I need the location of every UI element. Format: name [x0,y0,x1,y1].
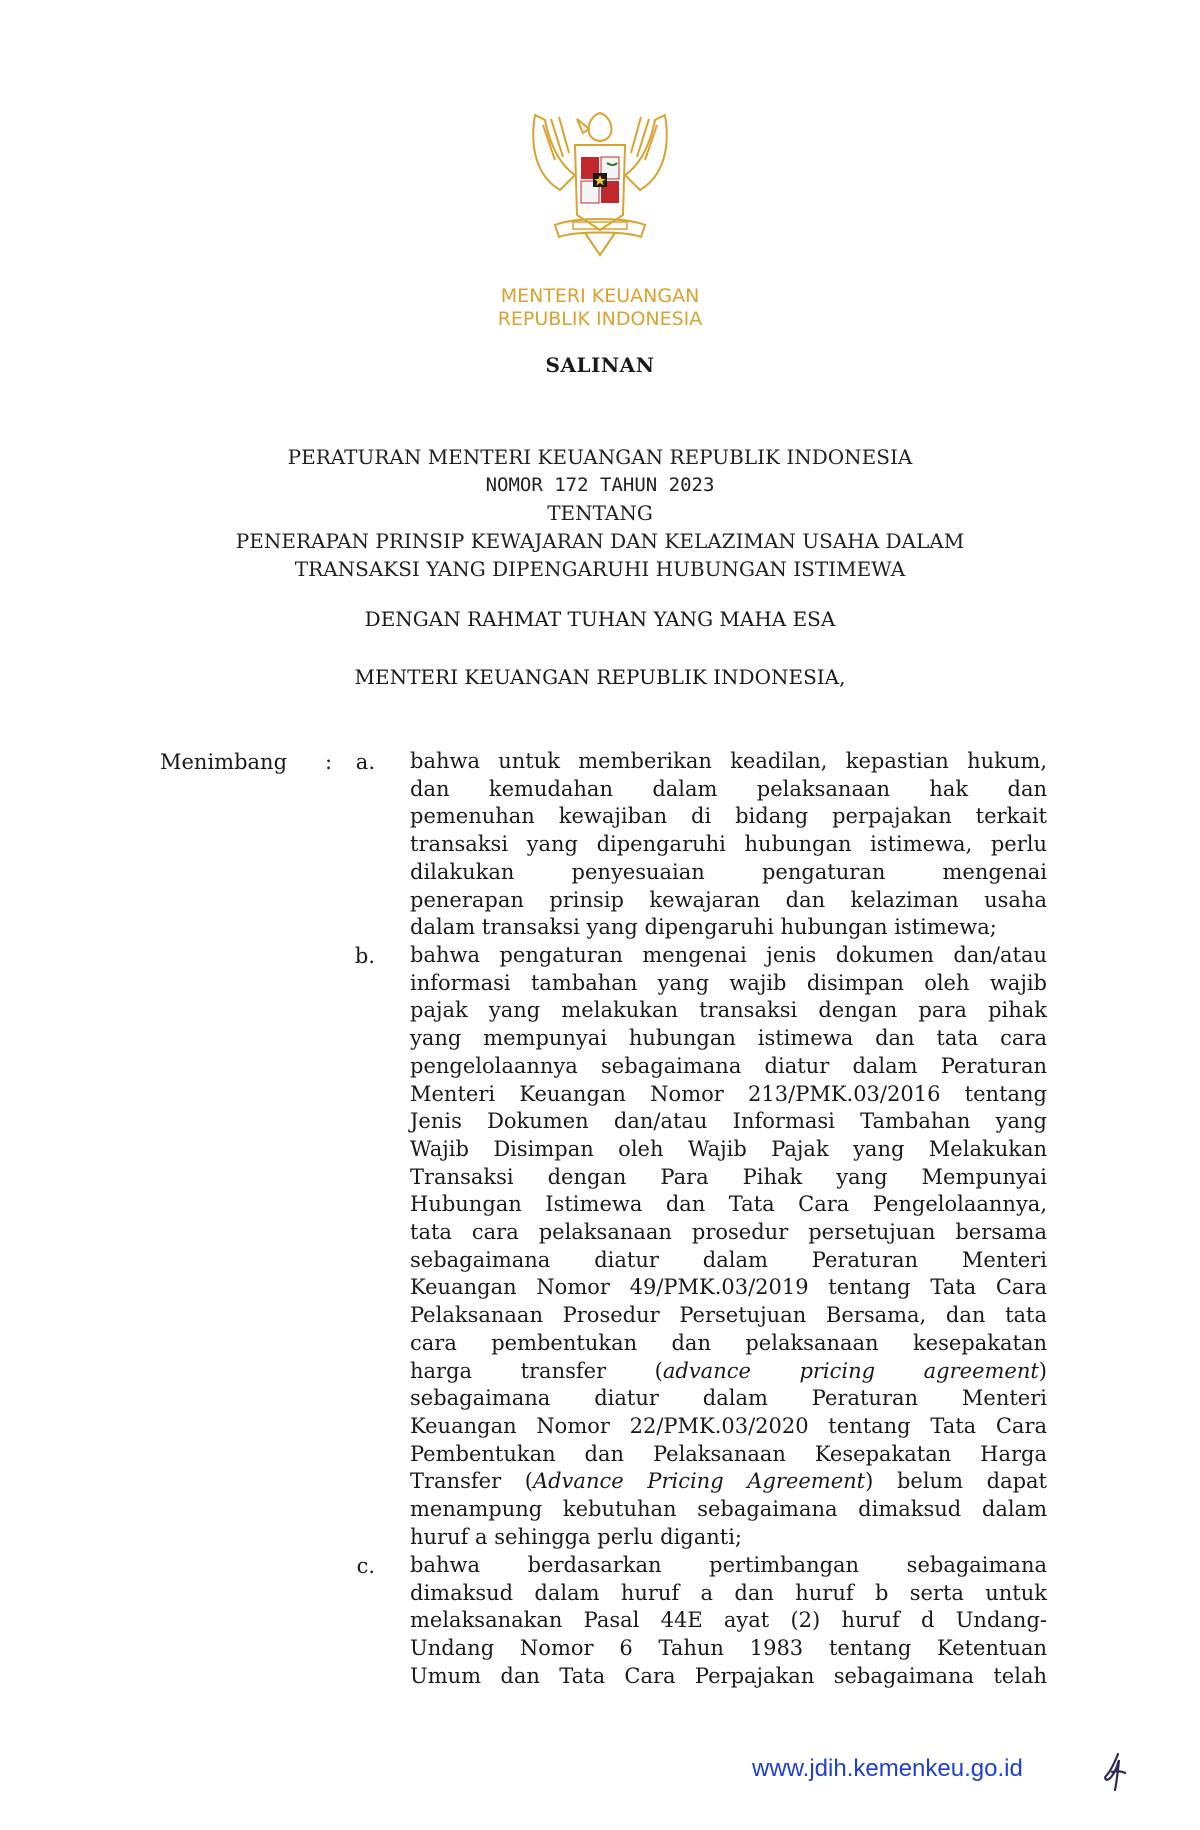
preamble-rahmat: DENGAN RAHMAT TUHAN YANG MAHA ESA [364,607,836,631]
text-line: pajak yang melakukan transaksi dengan para pihak [410,998,1047,1023]
text-line: huruf a sehingga perlu diganti; [410,1524,743,1549]
text-line: dilakukan penyesuaian pengaturan mengenai [410,859,1047,884]
text-line: dalam transaksi yang dipengaruhi hubungan istimewa; [410,915,997,940]
text-line: melaksanakan Pasal 44E ayat (2) huruf d Undang- [410,1608,1047,1633]
text-line: Menteri Keuangan Nomor 213/PMK.03/2016 tentang [410,1081,1047,1106]
text-line: sebagaimana diatur dalam Peraturan Menteri [410,1386,1047,1411]
text-line: dimaksud dalam huruf a dan huruf b serta untuk [410,1580,1047,1605]
title-line-subject-1: PENERAPAN PRINSIP KEWAJARAN DAN KELAZIMAN USAHA DALAM [235,529,965,553]
italic-term: Advance Pricing Agreement [532,1469,866,1494]
text-line: tata cara pelaksanaan prosedur persetujuan bersama [410,1220,1047,1245]
text-line: Transaksi dengan Para Pihak yang Mempunyai [410,1164,1047,1189]
text-line: Umum dan Tata Cara Perpajakan sebagaimana telah [410,1663,1047,1688]
text-line: yang mempunyai hubungan istimewa dan tata cara [410,1026,1047,1051]
item-marker-c: c. [356,1554,375,1578]
text-line: Transfer (Advance Pricing Agreement) belum dapat [410,1469,1047,1494]
text-line: cara pembentukan dan pelaksanaan kesepakatan [410,1330,1047,1355]
text-line: Jenis Dokumen dan/atau Informasi Tambahan yang [410,1109,1047,1134]
text-line: bahwa berdasarkan pertimbangan sebagaimana [410,1553,1047,1577]
initial-signature-icon [1100,1750,1130,1794]
preamble-menteri: MENTERI KEUANGAN REPUBLIK INDONESIA, [354,665,846,689]
title-line-subject-2: TRANSAKSI YANG DIPENGARUHI HUBUNGAN ISTIMEWA [294,557,906,581]
ministry-name: MENTERI KEUANGAN [500,285,700,307]
jdih-website-link[interactable]: www.jdih.kemenkeu.go.id [752,1755,1023,1782]
title-line-regulation: PERATURAN MENTERI KEUANGAN REPUBLIK INDONESIA [287,445,913,469]
text-line: Wajib Disimpan oleh Wajib Pajak yang Melakukan [410,1136,1047,1161]
text-line: Keuangan Nomor 22/PMK.03/2020 tentang Tata Cara [410,1413,1047,1438]
regulation-title [100,443,1100,583]
text-line: pemenuhan kewajiban di bidang perpajakan terkait [410,804,1047,829]
copy-stamp: SALINAN [545,353,655,377]
text-line: dan kemudahan dalam pelaksanaan hak dan [410,776,1047,801]
text-line: Pelaksanaan Prosedur Persetujuan Bersama, dan tata [410,1303,1047,1328]
text-line: bahwa untuk memberikan keadilan, kepastian hukum, [410,749,1047,773]
menimbang-label: Menimbang [160,750,288,774]
menimbang-colon: : [325,750,333,774]
text-line: informasi tambahan yang wajib disimpan oleh wajib [410,970,1047,995]
text-line: harga transfer (advance pricing agreement) [410,1358,1047,1383]
title-line-tentang: TENTANG [547,501,653,525]
consideration-item-c [410,1552,1047,1691]
consideration-item-b [410,942,1047,1551]
italic-term: advance pricing agreement [662,1358,1039,1383]
title-line-number: NOMOR 172 TAHUN 2023 [485,474,715,496]
text-line: Undang Nomor 6 Tahun 1983 tentang Ketentuan [410,1636,1047,1661]
text-line: Pembentukan dan Pelaksanaan Kesepakatan Harga [410,1441,1047,1466]
item-marker-a: a. [355,750,375,774]
text-line: penerapan prinsip kewajaran dan kelaziman usaha [410,887,1047,912]
text-line: Hubungan Istimewa dan Tata Cara Pengelolaannya, [410,1192,1047,1217]
text-line: Keuangan Nomor 49/PMK.03/2019 tentang Tata Cara [410,1275,1047,1300]
country-name: REPUBLIK INDONESIA [497,308,703,330]
text-line: menampung kebutuhan sebagaimana dimaksud dalam [410,1497,1047,1522]
text-line: bahwa pengaturan mengenai jenis dokumen dan/atau [410,943,1047,967]
item-marker-b: b. [354,944,375,968]
text-line: sebagaimana diatur dalam Peraturan Menteri [410,1247,1047,1272]
garuda-emblem-icon [515,105,685,270]
text-line: pengelolaannya sebagaimana diatur dalam Peraturan [410,1053,1047,1078]
ministry-header [400,285,800,331]
consideration-item-a [410,748,1047,942]
text-line: transaksi yang dipengaruhi hubungan istimewa, perlu [410,832,1047,857]
